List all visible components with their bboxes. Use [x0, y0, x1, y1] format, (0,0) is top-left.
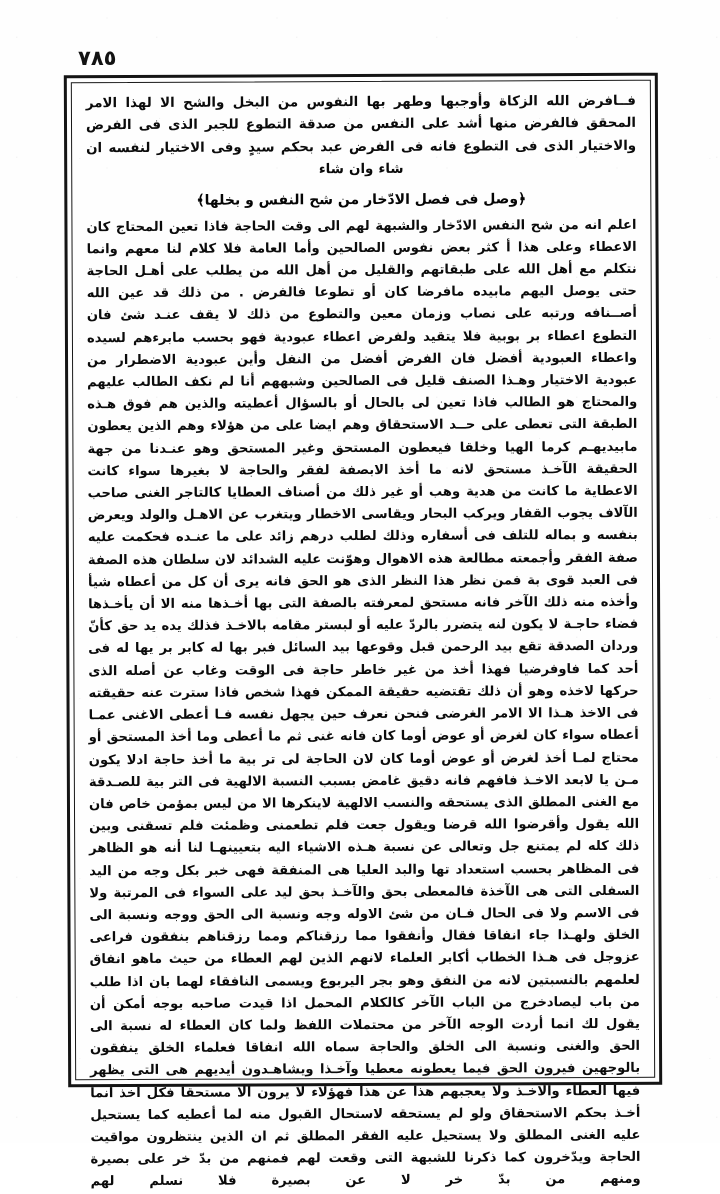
text-body: [74, 83, 652, 1190]
section-heading: ﴿وصل فى فصل الادّخار من شح النفس و بخلها﴾: [196, 190, 527, 209]
opening-paragraph: فــافرض الله الزكاة وأوجبها وطهر بها النفوس من البخل والشح الا لهذا الامر المحقق فالفرض منها أشد على النفس من صدقة التطوع للجبر الذى فى الفرض والاختيار الذى فى التطوع فانه فى الفرض عبد بحكم سيدٍ وفى الاختيار لنفسه ان شاء وان شاء: [85, 93, 637, 178]
body-paragraph: اعلم انه من شح النفس الادّخار والشبهة لهم الى وقت الحاجة فاذا تعين المحتاج كان الاعطاء وعلى هذا أ كثر بعض نفوس الصالحين وأما العامة فلا كلام لنا معهم وانما نتكلم مع أهل الله على طبقاتهم والقليل من أهل الله من يطلب على أهـل الحاجة حتى يوصل اليهم مابيده مافرضا كان أو تطوعا فالفرض . من ذلك قد عين الله أصــنافه ورتبه على نصاب وزمان معين والتطوع من ذلك لا يقف عنـد شئ فان التطوع اعطاء بر بوبية فلا يتقيد ولفرض اعطاء عبودية فهو بحسب مابرءهم لسيده واعطاء العبودية أفضل فان الفرض أفضل من النفل وأين عبودية الاضطرار من عبودية الاختيار وهـذا الصنف قليل فى الصالحين وشبههم أنا لم نكف الطالب عليهم والمحتاج هو الطالب فاذا تعين لى بالحال أو بالسؤال أعطيته والذين هم فوق هـذه الطبقة التى تعطى على حــد الاستحقاق وهم ايضا على من هؤلاء وهم الذين يعطون مابيديهـم كرما الهيا وخلقا فيعطون المستحق وغير المستحق وهو عنـدنا من جهة الحقيقة الآخـذ مستحق لانه ما أخذ الابصفة لفقر والحاجة لا بغيرها سواء كانت الاعطاية ما كانت من هدية وهب أو غير ذلك من أصناف العطايا كالتاجر الغنى صاحب الآلاف يجوب القفار ويركب البحار ويقاسى الاخطار ويتغرب عن الاهـل والولد ويعرض بنفسه و بماله للتلف فى أسفاره وذلك لطلب درهم زائد على ما عنـده فحكمت عليه صفة الفقر وأجمعته مطالعة هذه الاهوال وهوّنت عليه الشدائد لان سلطان هذه الصفة فى العبد قوى بة فمن نظر هذا النظر الذى هو الحق فانه يرى أن كل من أعطاه شيأ وأخذه منه ذلك الآخر فانه مستحق لمعرفته بالصفة التى بها أخـذها منه الا أن يأخـذها فضاء حاجـة لا يكون لنه يتضرر بالردّ عليه أو لبستر مقامه بالاخـذ فذلك يده يد حق كأنّ وردان الصدقة تقع بيد الرحمن قبل وقوعها بيد السائل فبر بها له كابر بر يها له فى أحد كما فاوفرضيا فهذا أخذ من غير خاطر حاجة فى الوقت وغاب عن أصله الذى حركها لاخذه وهو أن ذلك تقتضيه حقيقة الممكن فهذا شخص فاذا سترت عنه حقيقته فى الاخذ هـذا الا الامر الغرضى فنحن نعرف حين يجهل نفسه فـا أعطى الاغنى عمـا أعطاه سواء كان لغرض أو عوض أوما كان فانه غنى ثم ما أعطى وما أخذ المستحق أو محتاج لمـا أخذ لغرض أو عوض أوما كان لان الحاجة لى تر بية ما أخذ حاجة ادلا يكون مـن يا لابعد الاخـذ فافهم فانه دقيق غامض بسبب النسبة الالهية فى التر بية للصـدقة مع الغنى المطلق الذى يستحقه والنسب الالهية لاينكرها الا من ليس بمؤمن خاص فان الله يقول وأقرضوا الله قرضا ويقول جعت فلم تطعمنى وظمئت فلم تسقنى وبين ذلك كله لم يمتنع جل وتعالى عن نسبة هـذه الاشياء اليه بتعيينهـا لنا أنه هو الظاهر فى المظاهر بحسب استعداد تها والبد العليا هى المنفقة فهى خبر بكل وجه من اليد السفلى التى هى الآخذة فالمعطى بحق والآخـذ بحق ليد على السواء فى المرتبة ولا فى الاسم ولا فى الحال فـان من شئ الاوله وجه ونسبة الى الحق ووجه ونسبة الى الخلق ولهـذا جاء انفاقا فقال وأنفقوا مما رزقناكم ومما رزقناهم بنفقون فراعى عزوجل فى هـذا الخطاب أكابر العلماء لانهم الذين لهم العطاء من حيث ماهو انفاق لعلمهم بالنسبتين لانه من النفق وهو بجر اليربوع ويسمى النافقاء لهما بان اذا طلب من باب ليصادخرج من الباب الآخر كالكلام المحمل اذا قيدت صاحبه بوجه أمكن أن يقول لك انما أردت الوجه الآخر من محتملات اللفظ ولما كان العطاء له نسبة الى الحق والغنى ونسبة الى الخلق والحاجة سماه الله انفاقا فعلماء الخلق ينفقون بالوجهين فيرون الحق فيما يعطونه معطيا وآخـذا ويشاهـدون أيديهم هى التى يظهر فيها العطاء والاخـذ ولا يعجبهم هذا عن هذا فهؤلاء لا يرون الا مستحقا فكل آخذ انما أخـذ بحكم الاستحقاق ولو لم يستحقه لاستحال القبول منه لما أعطيه كما يستحيل عليه الغنى المطلق ولا يستحيل عليه الفقر المطلق ثم ان الذين ينتظرون مواقيت الحاجة ويدّخرون كما ذكرنا للشبهة التى وقعت لهم فمنهم من بدّ خر على بصيرة ومنهم من بدّ خر لا عن بصيرة فلا نسلم لهم: [86, 217, 641, 1190]
page-number: ٥٨٧: [78, 46, 117, 70]
